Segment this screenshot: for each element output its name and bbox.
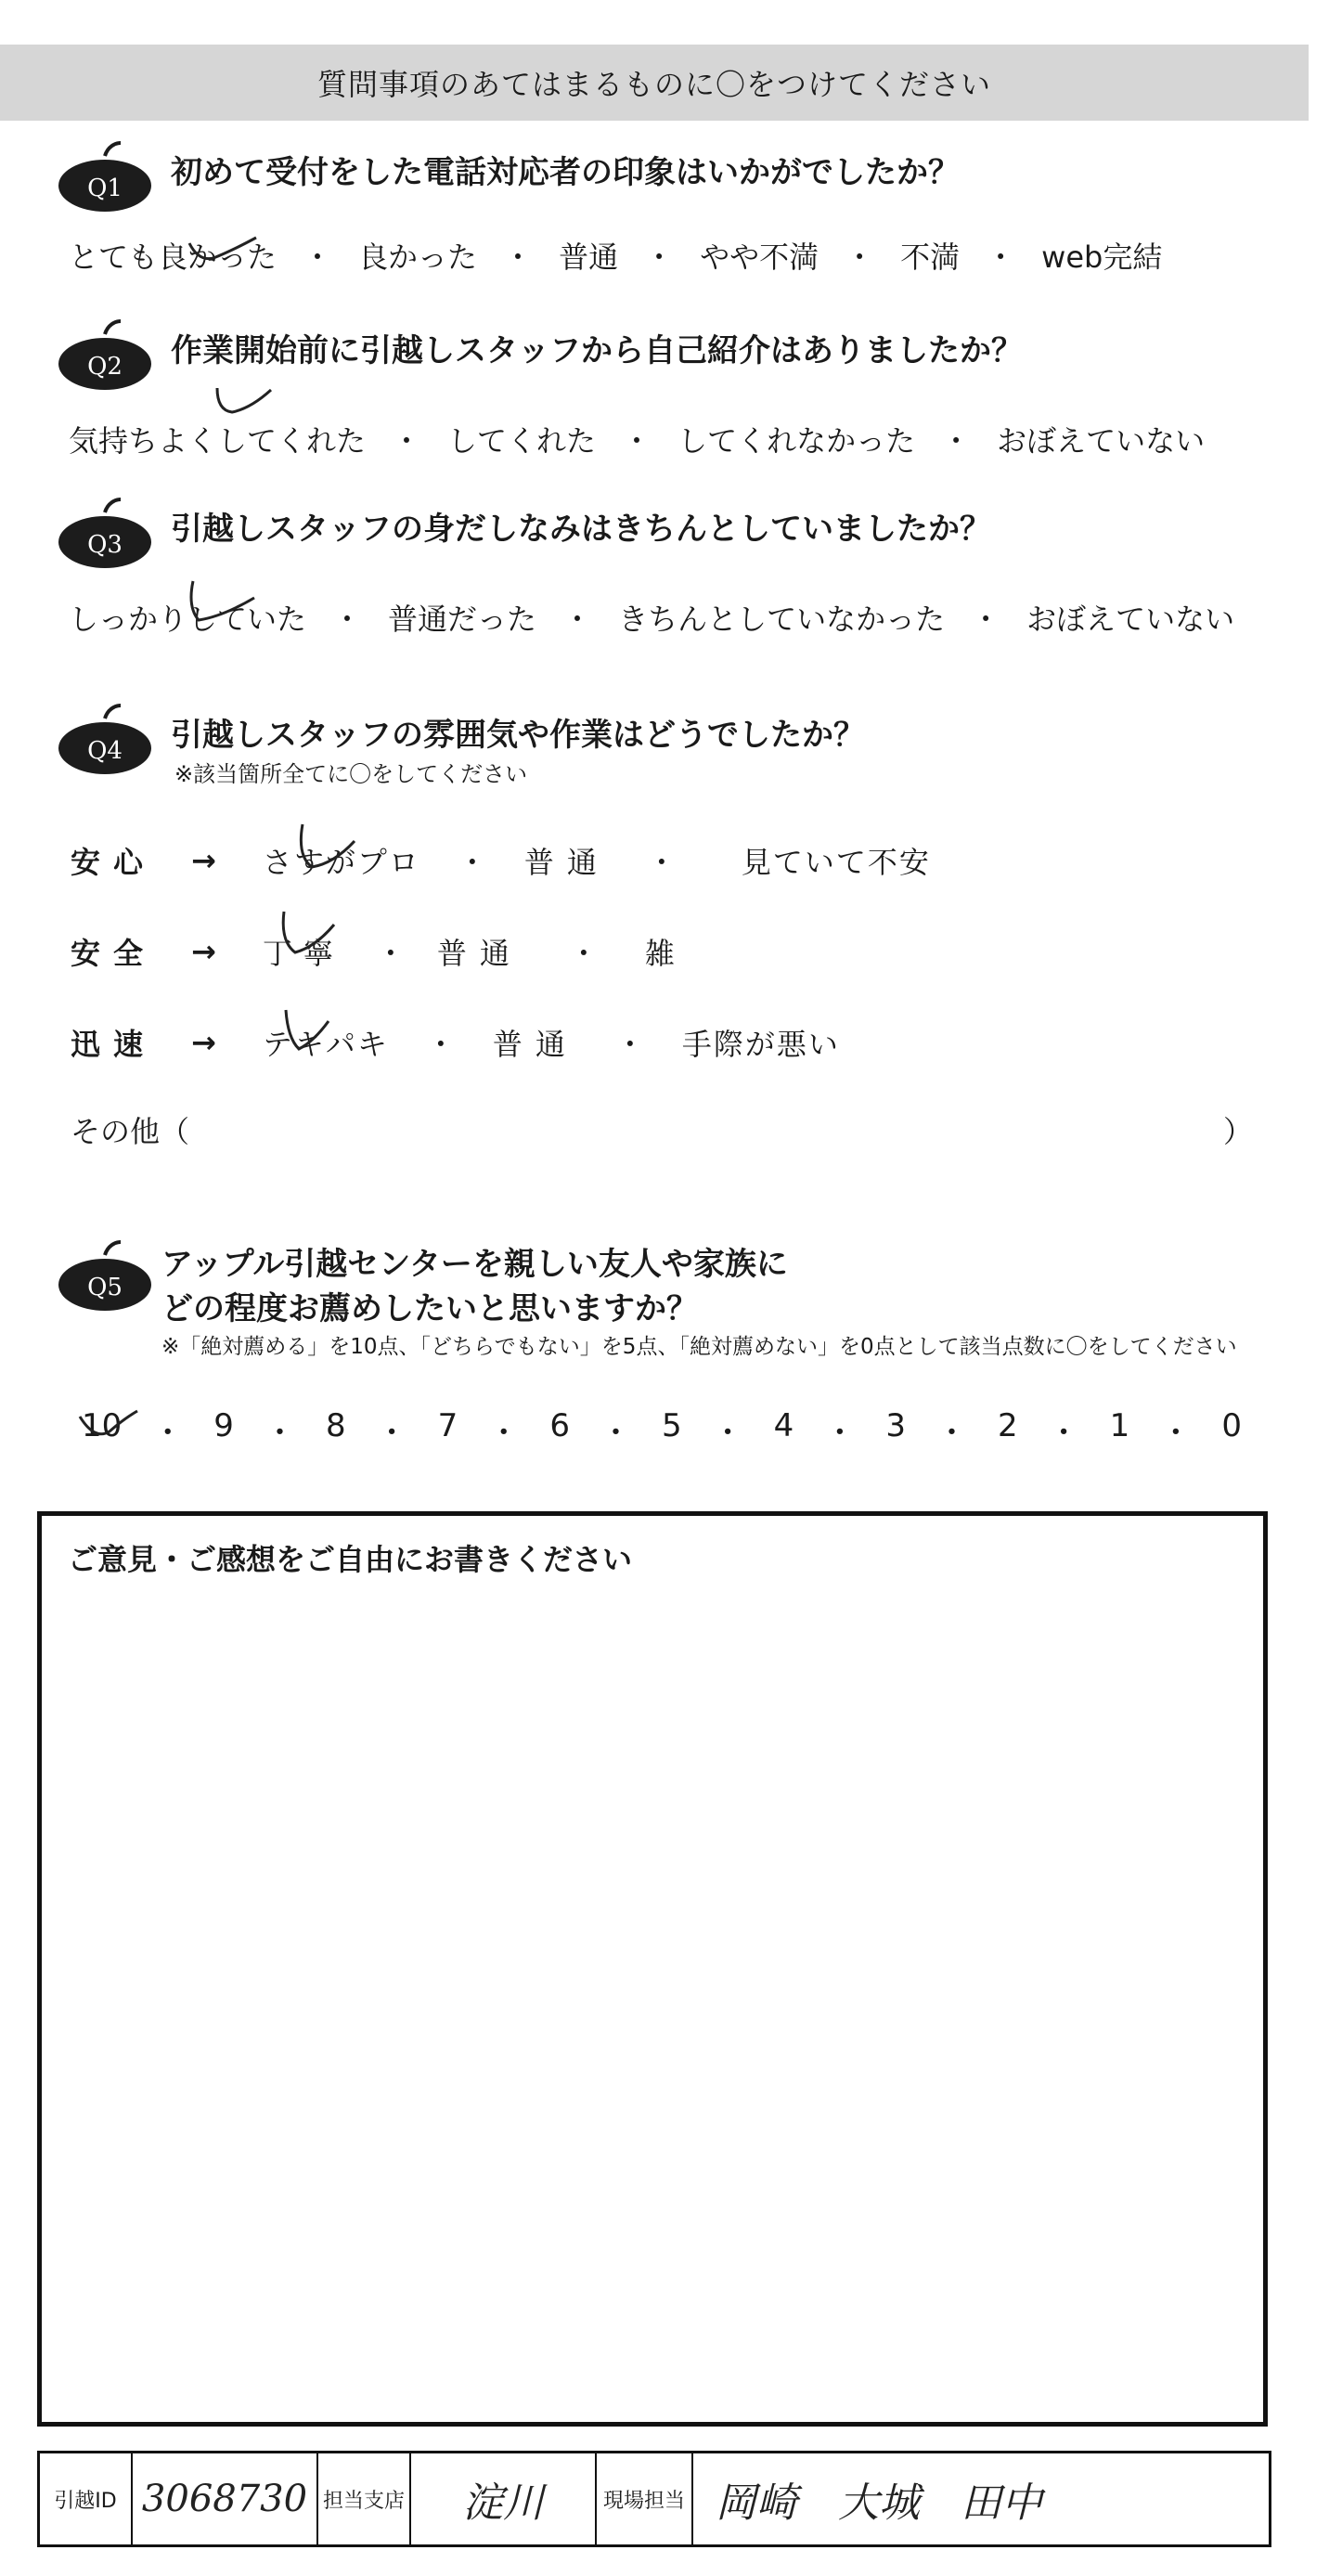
- question-title: 引越しスタッフの身だしなみはきちんとしていましたか？: [171, 511, 991, 548]
- option[interactable]: 見ていて不安: [741, 845, 931, 880]
- id-label: 引越ID: [40, 2453, 133, 2544]
- handwritten-check-mark: [293, 822, 358, 878]
- score-option[interactable]: 10: [82, 1407, 123, 1444]
- q1-options: とても良かった ・ 良かった ・ 普通 ・ やや不満 ・ 不満 ・ web完結: [69, 234, 1275, 277]
- q4-row-relief: 安心 → さすがプロ ・ 普通 ・ 見ていて不安: [71, 839, 931, 882]
- comment-title: ご意見・ご感想をご自由にお書きください: [68, 1542, 633, 1577]
- instruction-title: 質問事項のあてはまるものに〇をつけてください: [316, 67, 991, 102]
- score-option[interactable]: 3: [885, 1407, 906, 1444]
- row-label: 迅速: [71, 1027, 157, 1062]
- q4-other: [71, 1108, 189, 1151]
- option[interactable]: 雑: [644, 936, 677, 971]
- q2-options: 気持ちよくしてくれた ・ してくれた ・ してくれなかった ・ おぼえていない: [69, 418, 1275, 460]
- staff-label: 現場担当: [597, 2453, 693, 2544]
- option[interactable]: してくれた: [447, 423, 597, 459]
- score-option[interactable]: 0: [1221, 1407, 1242, 1444]
- handwritten-check-mark: [76, 1404, 141, 1444]
- score-option[interactable]: 5: [661, 1407, 682, 1444]
- svg-text:Q1: Q1: [87, 175, 123, 202]
- option[interactable]: 手際が悪い: [681, 1027, 840, 1062]
- footer-table: [37, 2451, 1271, 2547]
- option[interactable]: 不満: [900, 239, 961, 275]
- option[interactable]: 良かった: [358, 239, 478, 275]
- option[interactable]: してくれなかった: [677, 423, 916, 459]
- handwritten-check-mark: [278, 1004, 334, 1060]
- other-close-paren: ）: [1223, 1114, 1254, 1149]
- question-title-line1: アップル引越センターを親しい友人や家族に: [161, 1246, 788, 1283]
- option[interactable]: おぼえていない: [1026, 602, 1235, 637]
- option[interactable]: しっかりしていた: [69, 602, 307, 637]
- score-option[interactable]: 2: [998, 1407, 1018, 1444]
- apple-badge-icon: [54, 702, 156, 776]
- arrow-icon: →: [191, 843, 216, 878]
- score-option[interactable]: 4: [773, 1407, 794, 1444]
- branch-value: 淀川: [411, 2453, 597, 2544]
- option[interactable]: web完結: [1041, 239, 1163, 275]
- option[interactable]: 普通: [523, 845, 610, 880]
- svg-text:Q3: Q3: [87, 531, 123, 559]
- branch-label: 担当支店: [318, 2453, 411, 2544]
- handwritten-check-mark: [186, 234, 260, 271]
- q3-options: しっかりしていた ・ 普通だった ・ きちんとしていなかった ・ おぼえていない: [69, 596, 1275, 639]
- question-note: ※該当箇所全てに〇をしてください: [174, 761, 528, 787]
- score-option[interactable]: 7: [437, 1407, 458, 1444]
- option[interactable]: 丁寧: [262, 936, 344, 971]
- row-label: 安心: [71, 845, 157, 880]
- option[interactable]: おぼえていない: [997, 423, 1206, 459]
- svg-text:Q4: Q4: [87, 737, 123, 765]
- question-title: 引越しスタッフの雰囲気や作業はどうでしたか？: [171, 717, 865, 754]
- question-title: 作業開始前に引越しスタッフから自己紹介はありましたか？: [171, 332, 1023, 369]
- handwritten-check-mark: [275, 910, 340, 965]
- question-title-line2: どの程度お薦めしたいと思いますか？: [161, 1290, 698, 1327]
- instruction-header: [0, 45, 1309, 121]
- option[interactable]: さすがプロ: [262, 845, 420, 880]
- option[interactable]: やや不満: [700, 239, 819, 275]
- arrow-icon: →: [191, 1025, 216, 1060]
- question-title: 初めて受付をした電話対応者の印象はいかがでしたか？: [171, 154, 960, 191]
- score-option[interactable]: 1: [1109, 1407, 1130, 1444]
- handwritten-check-mark: [212, 382, 277, 429]
- other-label: その他（: [71, 1114, 190, 1149]
- apple-badge-icon: [54, 139, 156, 214]
- option[interactable]: 普通: [436, 936, 523, 971]
- apple-badge-icon: [54, 317, 156, 392]
- score-option[interactable]: 8: [325, 1407, 346, 1444]
- option[interactable]: とても良かった: [69, 239, 277, 275]
- row-label: 安全: [71, 936, 157, 971]
- comment-box[interactable]: [37, 1511, 1268, 2427]
- option[interactable]: 普通: [492, 1027, 578, 1062]
- option[interactable]: 普通: [559, 239, 619, 275]
- svg-text:Q2: Q2: [87, 353, 123, 381]
- q4-row-speed: 迅速 → テキパキ ・ 普通 ・ 手際が悪い: [71, 1021, 840, 1064]
- apple-badge-icon: [54, 1238, 156, 1313]
- arrow-icon: →: [191, 934, 216, 969]
- option[interactable]: きちんとしていなかった: [618, 602, 946, 637]
- option[interactable]: 気持ちよくしてくれた: [69, 423, 367, 459]
- score-option[interactable]: 9: [213, 1407, 234, 1444]
- question-note: ※「絶対薦める」を10点、「どちらでもない」を5点、「絶対薦めない」を0点として該当点数に〇をしてください: [161, 1335, 1237, 1359]
- id-value: 3068730: [133, 2453, 318, 2544]
- handwritten-check-mark: [186, 579, 260, 631]
- option[interactable]: テキパキ: [262, 1027, 389, 1062]
- score-scale: 10 ・ 9 ・ 8 ・ 7 ・ 6 ・ 5 ・ 4 ・ 3 ・ 2 ・ 1 ・ 0: [82, 1407, 1242, 1452]
- q4-row-safety: 安全 → 丁寧 ・ 普通 ・ 雑: [71, 930, 677, 973]
- option[interactable]: 普通だった: [388, 602, 537, 637]
- staff-value: 岡崎 大城 田中: [716, 2479, 1042, 2527]
- svg-text:Q5: Q5: [87, 1274, 123, 1301]
- score-option[interactable]: 6: [549, 1407, 570, 1444]
- apple-badge-icon: [54, 496, 156, 570]
